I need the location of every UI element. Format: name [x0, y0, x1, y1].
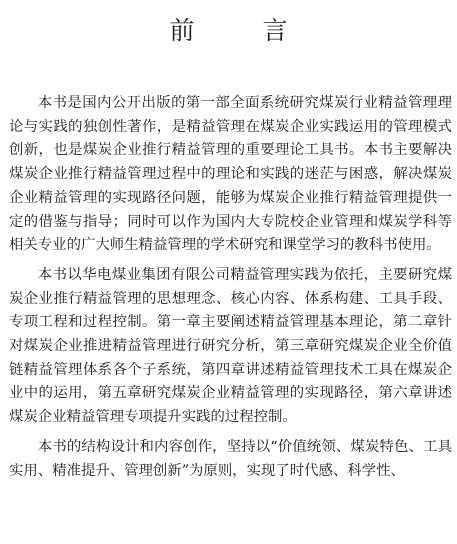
- paragraph: 本书的结构设计和内容创作，坚持以“价值统领、煤炭特色、工具实用、精准提升、管理创新”为原则，实现了时代感、科学性、: [9, 438, 452, 479]
- paragraph: 本书以华电煤业集团有限公司精益管理实践为依托，主要研究煤炭企业推行精益管理的思想理念、核心内容、体系构建、工具手段、专项工程和过程控制。第一章主要阐述精益管理基本理论，第二章针对煤炭企业推进精益管理进行研究分析，第三章研究煤炭企业全价值链精益管理体系各个子系统，第四章讲述精益管理技术工具在煤炭企业中的运用，第五章研究煤炭企业精益管理的实现路径，第六章讲述煤炭企业精益管理专项提升实践的过程控制。: [9, 266, 452, 426]
- paragraph: 本书是国内公开出版的第一部全面系统研究煤炭行业精益管理理论与实践的独创性著作，是精益管理在煤炭企业实践运用的管理模式创新，也是煤炭企业推行精益管理的重要理论工具书。本书主要解决煤炭企业推行精益管理过程中的理论和实践的迷茫与困惑，解决煤炭企业精益管理的实现路径问题，能够为煤炭企业推行精益管理提供一定的借鉴与指导；同时可以作为国内大专院校企业管理和煤炭学科等相关专业的广大师生精益管理的学术研究和课堂学习的教科书使用。: [9, 95, 452, 254]
- body-text: [9, 92, 452, 489]
- page-title: 前 言: [169, 16, 318, 45]
